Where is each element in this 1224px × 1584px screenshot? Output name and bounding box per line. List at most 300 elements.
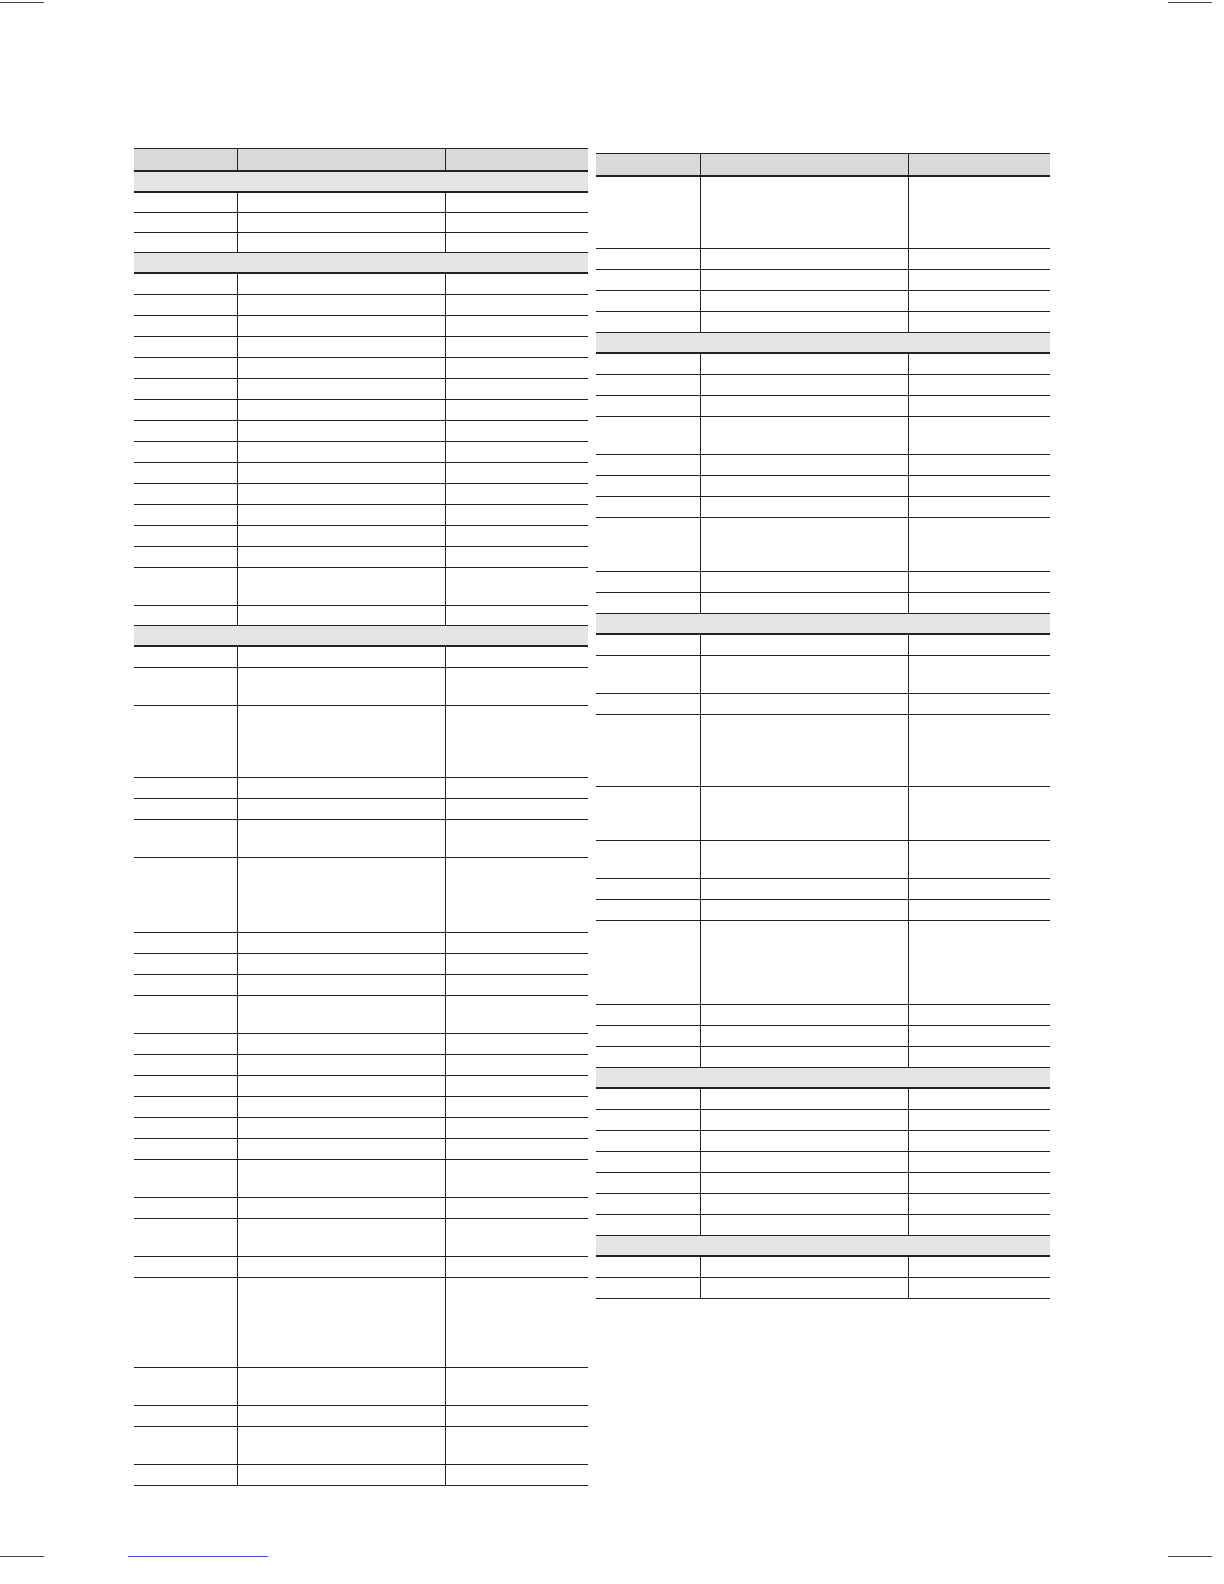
table-row: [134, 526, 588, 547]
table-cell: [445, 820, 588, 857]
table-cell: [908, 694, 1050, 714]
table-cell: [596, 1194, 700, 1214]
table-cell: [237, 820, 445, 857]
table-cell: [237, 606, 445, 625]
table-cell: [908, 1278, 1050, 1298]
table-cell: [134, 647, 237, 667]
table-cell: [134, 295, 237, 315]
table-cell: [445, 295, 588, 315]
table-cell: [237, 193, 445, 212]
table-cell: [908, 1131, 1050, 1151]
table-cell: [596, 787, 700, 840]
table-cell: [445, 1465, 588, 1485]
table-cell: [237, 295, 445, 315]
table-row: [134, 400, 588, 421]
table-cell: [134, 379, 237, 399]
table-cell: [445, 1257, 588, 1277]
table-cell: [700, 249, 908, 269]
table-row: [596, 417, 1050, 455]
table-cell: [596, 249, 700, 269]
table-cell: [596, 455, 700, 475]
table-row: [134, 1160, 588, 1198]
table-cell: [700, 1131, 908, 1151]
table-cell: [700, 1152, 908, 1172]
table-cell: [700, 921, 908, 1004]
table-cell: [445, 233, 588, 252]
table-cell: [237, 379, 445, 399]
table-cell: [237, 799, 445, 819]
table-cell: [134, 233, 237, 252]
table-cell: [596, 417, 700, 454]
table-row: [134, 1076, 588, 1097]
table-cell: [134, 547, 237, 567]
table-cell: [237, 421, 445, 441]
table-cell: [700, 312, 908, 332]
table-cell: [700, 396, 908, 416]
table-row: [134, 1465, 588, 1486]
table-row: [134, 1406, 588, 1427]
table-subcell: [238, 858, 445, 879]
table-row: [134, 1097, 588, 1118]
table-cell: [908, 635, 1050, 655]
table-row: [596, 1089, 1050, 1110]
table-cell: [700, 354, 908, 374]
table-row: [134, 233, 588, 253]
table-cell: [445, 1097, 588, 1117]
table-cell: [596, 375, 700, 395]
table-row: [596, 476, 1050, 497]
table-row: [596, 1173, 1050, 1194]
table-cell: [237, 568, 445, 605]
table-cell: [134, 706, 237, 777]
table-cell: [700, 635, 908, 655]
table-cell: [445, 442, 588, 462]
section-header: [134, 626, 588, 647]
table-cell: [596, 900, 700, 920]
table-cell: [596, 694, 700, 714]
table-cell: [700, 1047, 908, 1067]
table-cell: [700, 694, 908, 714]
table-cell: [445, 484, 588, 504]
table-cell: [700, 375, 908, 395]
table-row: [596, 593, 1050, 614]
table-cell: [134, 1076, 237, 1096]
table-row: [134, 1368, 588, 1406]
table-cell: [596, 396, 700, 416]
table-cell: [596, 593, 700, 613]
table-cell: [445, 975, 588, 995]
table-cell: [237, 647, 445, 667]
table-cell: [445, 526, 588, 546]
table-cell: [445, 1160, 588, 1197]
table-cell: [134, 975, 237, 995]
table-cell: [134, 337, 237, 357]
table-cell: [445, 1139, 588, 1159]
table-row: [134, 820, 588, 858]
table-cell: [700, 1110, 908, 1130]
table-cell: [134, 1055, 237, 1075]
header-cell: [445, 149, 588, 170]
table-cell: [908, 497, 1050, 517]
table-cell: [908, 1110, 1050, 1130]
table-cell: [700, 1173, 908, 1193]
table-cell: [134, 1219, 237, 1256]
table-cell: [596, 635, 700, 655]
table-row: [596, 715, 1050, 787]
header-cell: [134, 149, 237, 170]
table-cell: [134, 526, 237, 546]
table-row: [596, 694, 1050, 715]
table-row: [134, 568, 588, 606]
table-cell: [237, 1118, 445, 1138]
table-cell-split: [237, 858, 445, 932]
table-cell: [908, 1005, 1050, 1025]
table-row: [134, 668, 588, 706]
table-row: [596, 375, 1050, 396]
table-cell: [700, 455, 908, 475]
table-row: [134, 505, 588, 526]
table-row: [596, 354, 1050, 375]
crop-mark-bottom-left: [0, 1556, 44, 1557]
table-cell: [908, 656, 1050, 693]
table-row: [596, 455, 1050, 476]
table-header: [134, 148, 588, 172]
table-cell: [908, 291, 1050, 311]
table-cell: [445, 379, 588, 399]
table-cell: [908, 900, 1050, 920]
table-cell: [445, 358, 588, 378]
table-cell: [237, 1034, 445, 1054]
crop-mark-top-right: [1168, 2, 1212, 3]
table-cell: [134, 400, 237, 420]
table-cell: [596, 1005, 700, 1025]
table-cell: [908, 354, 1050, 374]
table-cell: [700, 787, 908, 840]
table-cell: [237, 933, 445, 953]
table-cell: [908, 375, 1050, 395]
table-row: [596, 312, 1050, 333]
table-cell: [700, 291, 908, 311]
table-cell: [445, 274, 588, 294]
table-cell: [237, 213, 445, 232]
header-cell: [700, 154, 908, 175]
table-cell: [237, 442, 445, 462]
table-cell: [237, 358, 445, 378]
table-header: [596, 153, 1050, 177]
table-cell: [700, 1026, 908, 1046]
table-cell: [596, 841, 700, 878]
table-cell: [596, 1257, 700, 1277]
table-cell: [596, 879, 700, 899]
table-cell: [134, 484, 237, 504]
table-cell: [700, 270, 908, 290]
spec-table-left: [134, 148, 588, 1486]
table-cell: [908, 518, 1050, 571]
table-cell: [134, 1368, 237, 1405]
table-cell: [700, 841, 908, 878]
section-header: [134, 172, 588, 193]
table-cell: [908, 879, 1050, 899]
table-cell: [596, 1215, 700, 1235]
header-cell: [237, 149, 445, 170]
table-cell: [134, 933, 237, 953]
section-header: [596, 614, 1050, 635]
table-cell: [237, 996, 445, 1033]
table-cell: [445, 1034, 588, 1054]
table-row: [596, 787, 1050, 841]
table-cell: [445, 193, 588, 212]
table-cell: [596, 715, 700, 786]
table-cell: [134, 954, 237, 974]
table-cell: [237, 1406, 445, 1426]
table-row: [134, 1139, 588, 1160]
table-cell: [237, 1139, 445, 1159]
table-row: [596, 1026, 1050, 1047]
table-row: [134, 954, 588, 975]
section-header: [596, 333, 1050, 354]
table-row: [134, 975, 588, 996]
table-cell: [908, 1047, 1050, 1067]
table-cell: [700, 1257, 908, 1277]
table-cell: [134, 668, 237, 705]
table-cell: [908, 249, 1050, 269]
table-row: [134, 463, 588, 484]
table-row: [596, 635, 1050, 656]
table-row: [596, 656, 1050, 694]
table-cell: [445, 858, 588, 932]
table-cell: [596, 656, 700, 693]
table-row: [134, 1055, 588, 1076]
table-cell: [445, 1076, 588, 1096]
table-cell: [237, 316, 445, 336]
table-cell: [700, 177, 908, 248]
table-cell: [700, 900, 908, 920]
table-cell: [134, 858, 237, 932]
crop-mark-top-left: [0, 2, 44, 3]
table-row: [134, 933, 588, 954]
table-cell: [134, 358, 237, 378]
table-cell: [908, 455, 1050, 475]
table-row: [134, 484, 588, 505]
table-cell: [908, 1089, 1050, 1109]
table-row: [596, 900, 1050, 921]
table-cell: [134, 505, 237, 525]
table-cell: [237, 233, 445, 252]
table-cell: [134, 799, 237, 819]
table-row: [596, 396, 1050, 417]
table-cell: [237, 505, 445, 525]
table-cell: [445, 706, 588, 777]
table-row: [134, 1219, 588, 1257]
table-row: [596, 270, 1050, 291]
table-cell: [445, 1427, 588, 1464]
table-cell: [700, 572, 908, 592]
table-cell: [134, 274, 237, 294]
table-cell: [908, 1215, 1050, 1235]
table-cell: [908, 312, 1050, 332]
table-cell: [237, 1160, 445, 1197]
table-cell: [445, 400, 588, 420]
table-cell: [237, 337, 445, 357]
table-cell: [445, 606, 588, 625]
table-row: [596, 879, 1050, 900]
table-cell: [134, 1160, 237, 1197]
table-cell: [134, 1198, 237, 1218]
table-cell: [700, 476, 908, 496]
table-cell: [134, 1118, 237, 1138]
table-row: [596, 1005, 1050, 1026]
table-cell: [445, 1219, 588, 1256]
table-row: [134, 213, 588, 233]
table-cell: [700, 1215, 908, 1235]
table-cell: [700, 656, 908, 693]
table-subcell: [238, 879, 445, 932]
table-cell: [908, 396, 1050, 416]
table-cell: [445, 568, 588, 605]
table-row: [134, 1257, 588, 1278]
table-row-split: [134, 858, 588, 933]
table-cell: [237, 1219, 445, 1256]
table-cell: [596, 1047, 700, 1067]
table-cell: [134, 1097, 237, 1117]
table-cell: [237, 463, 445, 483]
table-cell: [908, 593, 1050, 613]
table-row: [134, 421, 588, 442]
table-cell: [445, 1278, 588, 1367]
table-cell: [237, 1278, 445, 1367]
table-cell: [445, 799, 588, 819]
table-cell: [237, 1368, 445, 1405]
table-cell: [908, 841, 1050, 878]
table-cell: [908, 476, 1050, 496]
table-cell: [908, 787, 1050, 840]
table-cell: [908, 1152, 1050, 1172]
table-cell: [237, 274, 445, 294]
table-cell: [445, 647, 588, 667]
table-row: [596, 841, 1050, 879]
table-cell: [134, 606, 237, 625]
table-cell: [445, 213, 588, 232]
table-row: [596, 1110, 1050, 1131]
table-row: [134, 358, 588, 379]
spec-table-right: [596, 153, 1050, 1299]
table-cell: [596, 1089, 700, 1109]
table-cell: [596, 291, 700, 311]
table-cell: [700, 417, 908, 454]
table-cell: [134, 316, 237, 336]
table-row: [134, 295, 588, 316]
table-cell: [445, 933, 588, 953]
table-cell: [237, 1097, 445, 1117]
table-row: [596, 1215, 1050, 1236]
table-cell: [908, 1173, 1050, 1193]
table-row: [596, 572, 1050, 593]
table-cell: [237, 1427, 445, 1464]
table-cell: [445, 1055, 588, 1075]
table-row: [134, 1427, 588, 1465]
table-cell: [134, 996, 237, 1033]
table-cell: [237, 547, 445, 567]
table-cell: [134, 1465, 237, 1485]
table-cell: [445, 463, 588, 483]
table-row: [134, 606, 588, 626]
table-cell: [237, 1257, 445, 1277]
table-cell: [134, 442, 237, 462]
table-cell: [596, 921, 700, 1004]
header-cell: [596, 154, 700, 175]
table-cell: [700, 715, 908, 786]
table-cell: [445, 954, 588, 974]
table-cell: [908, 572, 1050, 592]
table-row: [596, 177, 1050, 249]
table-cell: [134, 1278, 237, 1367]
table-row: [596, 1194, 1050, 1215]
table-cell: [596, 476, 700, 496]
table-row: [596, 518, 1050, 572]
table-row: [134, 799, 588, 820]
table-cell: [134, 820, 237, 857]
table-cell: [596, 1173, 700, 1193]
table-cell: [596, 1026, 700, 1046]
section-header: [596, 1236, 1050, 1257]
table-cell: [237, 954, 445, 974]
table-cell: [445, 1118, 588, 1138]
table-cell: [237, 778, 445, 798]
table-cell: [596, 518, 700, 571]
footer-link-line: [128, 1556, 268, 1557]
table-cell: [237, 1465, 445, 1485]
table-row: [134, 547, 588, 568]
table-cell: [134, 1406, 237, 1426]
table-row: [134, 274, 588, 295]
table-row: [134, 1118, 588, 1139]
table-cell: [700, 518, 908, 571]
table-cell: [237, 484, 445, 504]
table-cell: [445, 547, 588, 567]
table-row: [596, 291, 1050, 312]
table-cell: [445, 1198, 588, 1218]
table-cell: [445, 996, 588, 1033]
table-cell: [237, 1076, 445, 1096]
table-row: [596, 249, 1050, 270]
table-cell: [134, 568, 237, 605]
table-row: [134, 337, 588, 358]
table-cell: [596, 497, 700, 517]
table-cell: [700, 1089, 908, 1109]
table-row: [134, 316, 588, 337]
table-cell: [237, 706, 445, 777]
table-cell: [908, 177, 1050, 248]
table-cell: [237, 668, 445, 705]
table-cell: [134, 421, 237, 441]
table-row: [596, 1278, 1050, 1299]
table-cell: [237, 526, 445, 546]
table-cell: [596, 1110, 700, 1130]
table-cell: [908, 270, 1050, 290]
table-row: [134, 379, 588, 400]
table-cell: [596, 177, 700, 248]
table-row: [134, 996, 588, 1034]
table-row: [596, 921, 1050, 1005]
table-cell: [596, 1131, 700, 1151]
table-row: [134, 647, 588, 668]
table-cell: [908, 921, 1050, 1004]
table-cell: [908, 1194, 1050, 1214]
table-cell: [134, 1139, 237, 1159]
table-cell: [445, 1406, 588, 1426]
table-row: [134, 193, 588, 213]
table-row: [134, 778, 588, 799]
